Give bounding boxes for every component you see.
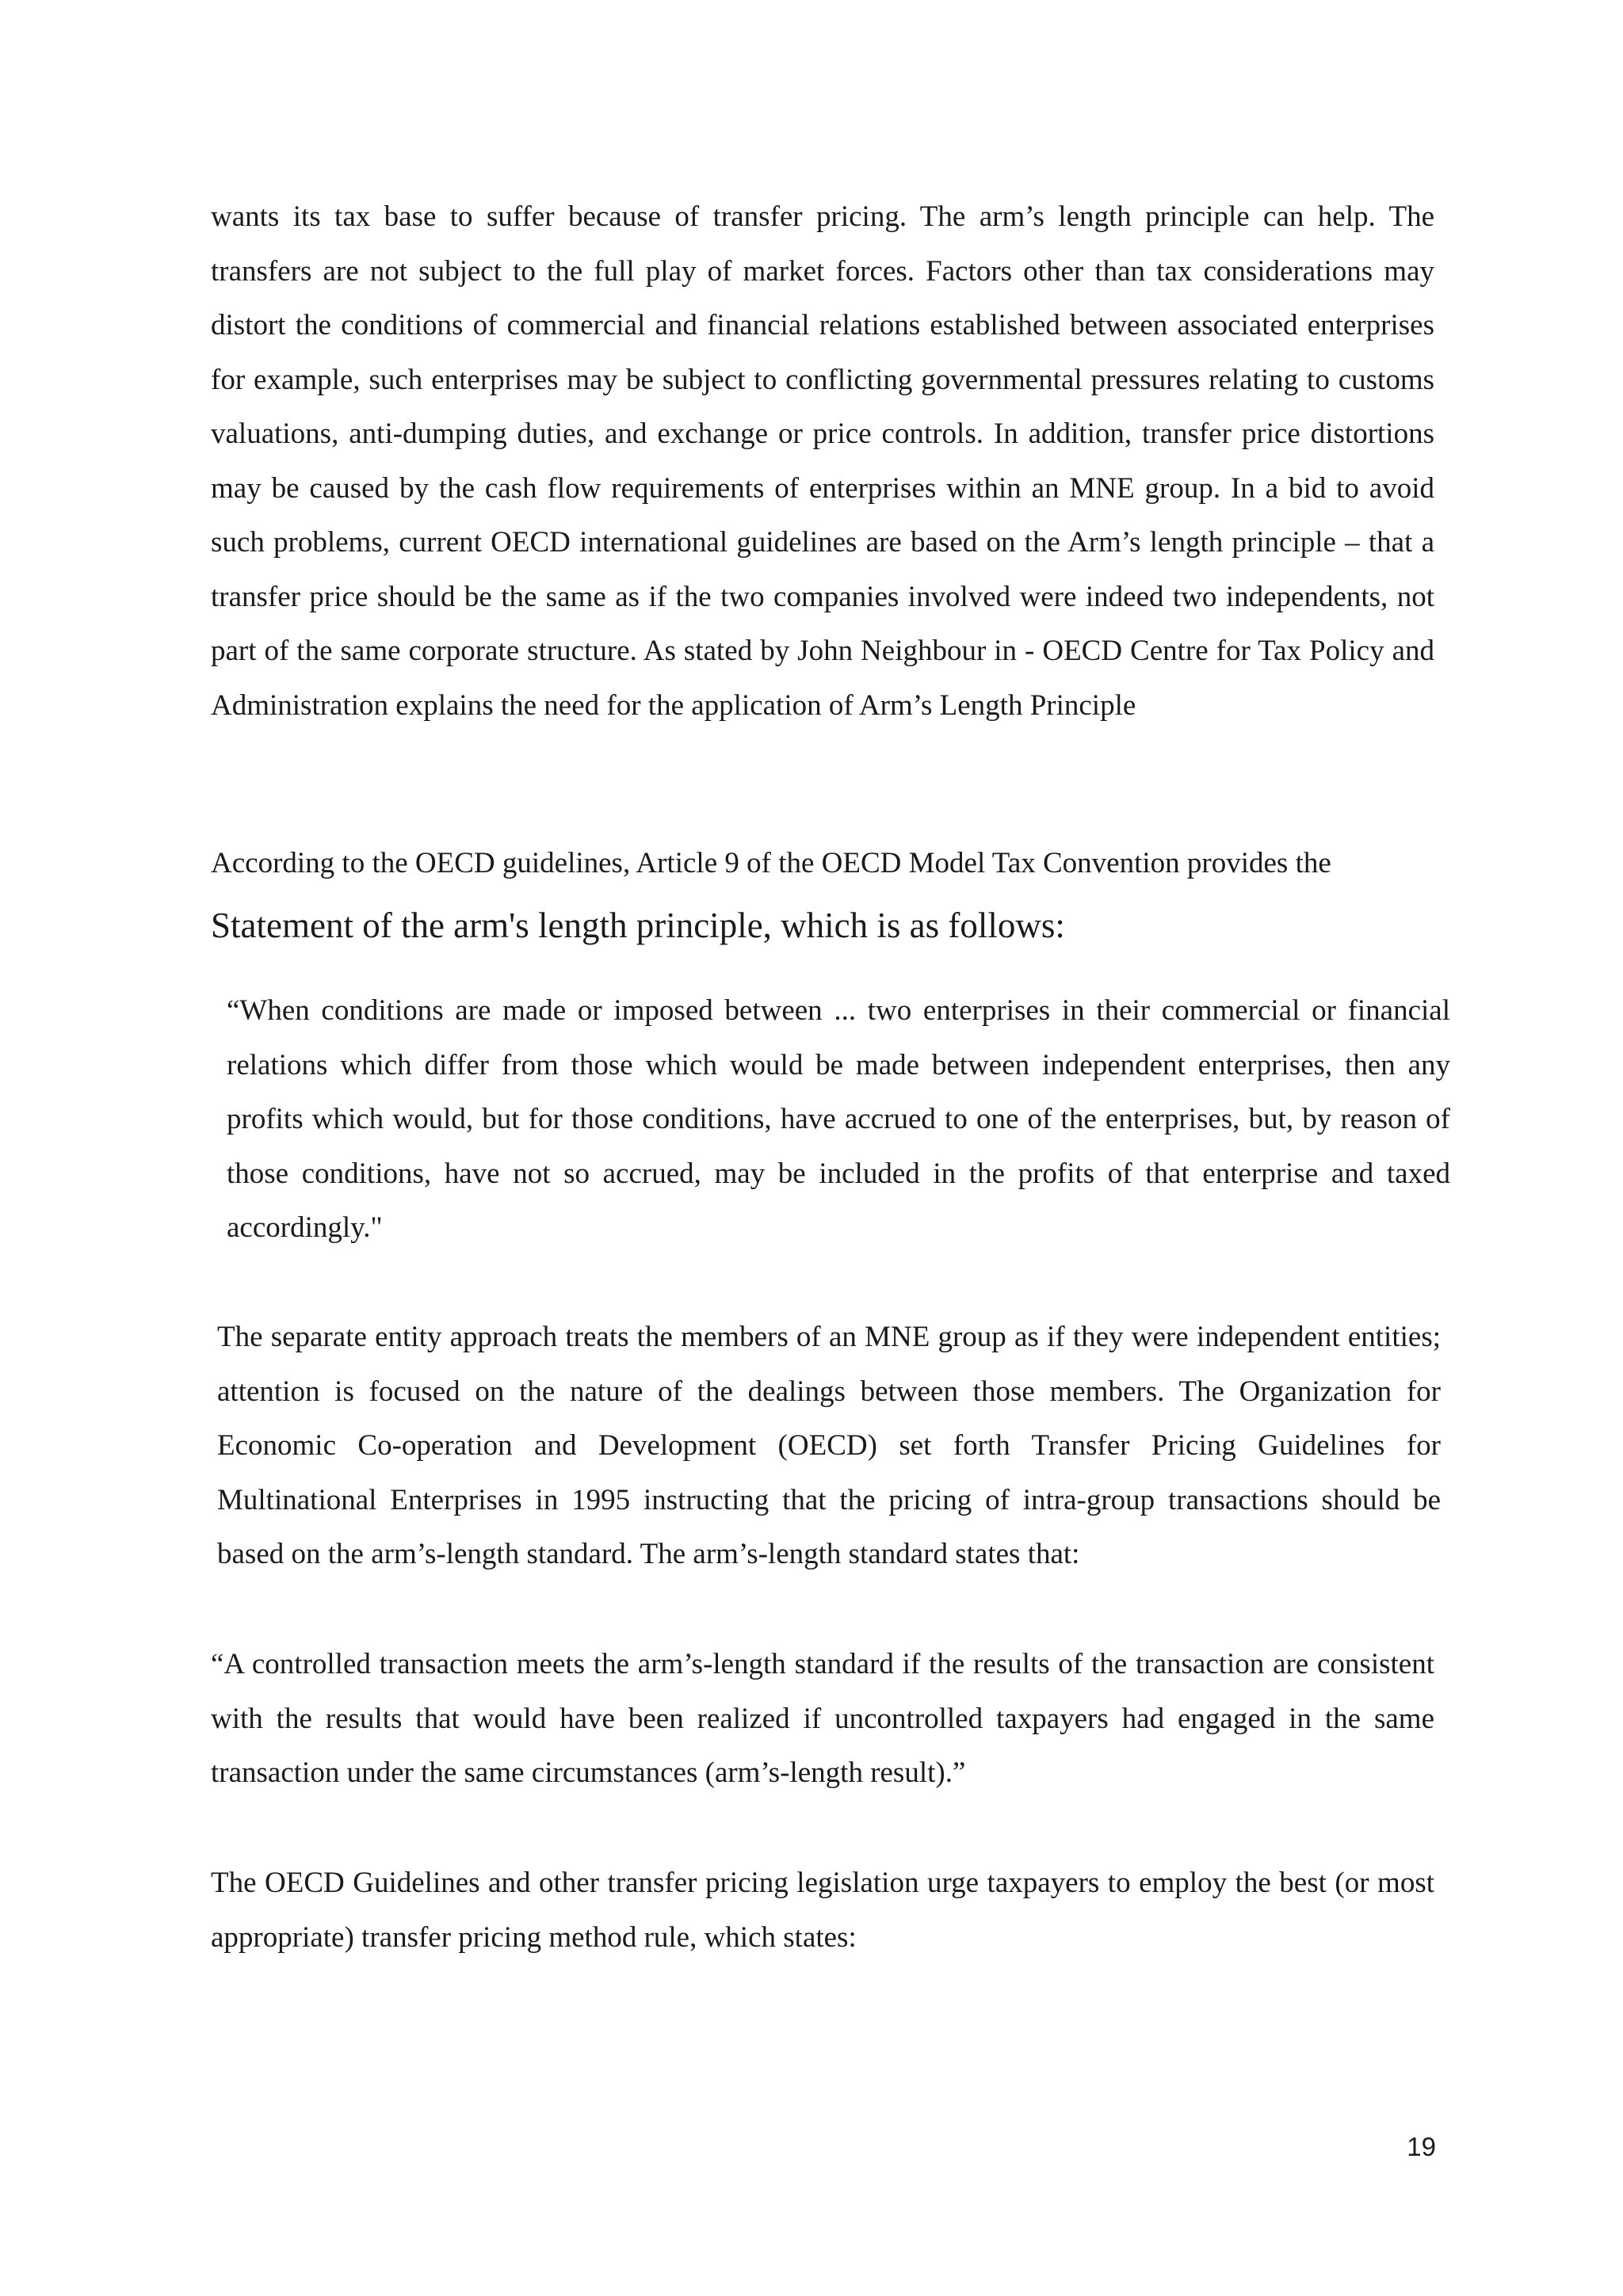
- paragraph-oecd-article-9: [211, 833, 1434, 959]
- paragraph-oecd-article-9-lead: According to the OECD guidelines, Article 9 of the OECD Model Tax Convention provides the: [211, 847, 1331, 879]
- arms-length-standard-quote: “A controlled transaction meets the arm’s-length standard if the results of the transaction are consistent with the results that would have been realized if uncontrolled taxpayers had engaged in the same transaction under the same circumstances (arm’s-length result).”: [211, 1648, 1434, 1789]
- article-9-quote: “When conditions are made or imposed between ... two enterprises in their commercial or financial relations which differ from those which would be made between independent enterprises, then any profits which would, but for those conditions, have accrued to one of the enterprises, but, by reason of those conditions, have not so accrued, may be included in the profits of that enterprise and taxed accordingly.": [227, 994, 1450, 1244]
- paragraph-separate-entity-approach: The separate entity approach treats the members of an MNE group as if they were independent entities; attention is focused on the nature of the dealings between those members. The Organization for Economic Co-operation and Development (OECD) set forth Transfer Pricing Guidelines for Multinational Enterprises in 1995 instructing that the pricing of intra-group transactions should be based on the arm’s-length standard. The arm’s-length standard states that:: [217, 1321, 1441, 1570]
- page-number: 19: [1407, 2132, 1436, 2161]
- paragraph-best-method-rule: The OECD Guidelines and other transfer pricing legislation urge taxpayers to employ the best (or most appropriate) transfer pricing method rule, which states:: [211, 1867, 1434, 1954]
- statement-heading: Statement of the arm's length principle, which is as follows:: [211, 906, 1065, 945]
- paragraph-transfer-pricing-intro: wants its tax base to suffer because of transfer pricing. The arm’s length principle can help. The transfers are not subject to the full play of market forces. Factors other than tax considerations may distort the conditions of commercial and financial relations established between associated enterprises for example, such enterprises may be subject to conflicting governmental pressures relating to customs valuations, anti-dumping duties, and exchange or price controls. In addition, transfer price distortions may be caused by the cash flow requirements of enterprises within an MNE group. In a bid to avoid such problems, current OECD international guidelines are based on the Arm’s length principle – that a transfer price should be the same as if the two companies involved were indeed two independents, not part of the same corporate structure. As stated by John Neighbour in - OECD Centre for Tax Policy and Administration explains the need for the application of Arm’s Length Principle: [211, 200, 1434, 722]
